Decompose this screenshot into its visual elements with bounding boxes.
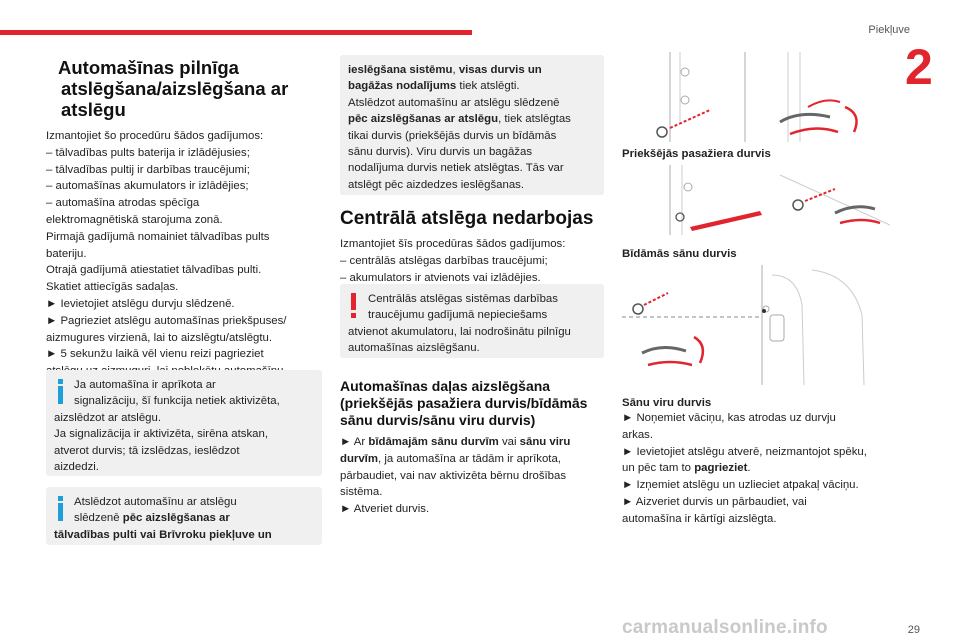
top-accent-bar	[0, 30, 472, 35]
text-line: – automašīna atrodas spēcīga	[46, 197, 200, 210]
info-box-text: Atslēdzot automašīnu ar atslēgu slēdzenē pēc aizslēgšanas ar tālvadības pulti vai Brīvroku piekļuve un	[54, 496, 272, 541]
page-number: 29	[907, 624, 920, 636]
text-line: sānu durvis/sānu viru durvis)	[340, 412, 536, 428]
rear-door-steps: ► Noņemiet vāciņu, kas atrodas uz durvju arkas. ► Ievietojiet atslēgu atverē, neizmantojot spēku, un pēc tam to pagrieziet. ► Izņemiet atslēgu un uzlieciet atpakaļ vāciņu. ► Aizveriet durvis un pārbaudiet, vai automašīna ir kārtīgi aizslēgta.	[622, 410, 892, 528]
text-line: arkas.	[622, 428, 654, 441]
warning-icon	[350, 293, 358, 319]
text-line: ► Noņemiet vāciņu, kas atrodas uz durvju	[622, 412, 836, 424]
text-line: automašīna ir kārtīgi aizslēgta.	[622, 512, 777, 525]
text-line: bateriju.	[46, 247, 87, 260]
info-box-alarm	[46, 370, 322, 476]
subheading-partial-lock	[340, 378, 610, 429]
text-line: aizmugures virzienā, lai to aizslēgtu/atslēgtu.	[46, 331, 273, 344]
text-line: ► 5 sekunžu laikā vēl vienu reizi pagrieziet	[46, 348, 264, 361]
text-line: – centrālās atslēgas darbības traucējumi;	[340, 254, 548, 267]
partial-lock-steps: ► Ar bīdāmajām sānu durvīm vai sānu viru durvīm, ja automašīna ar tādām ir aprīkota, pārbaudiet, vai nav aktivizēta bērnu drošības sistēma. ► Atveriet durvis.	[340, 436, 571, 516]
caption-rear-doors: Sānu viru durvis	[622, 397, 712, 409]
text-line: traucējumu gadījumā nepieciešams	[368, 309, 548, 322]
text-line: – automašīnas akumulators ir izlādējies;	[46, 180, 249, 193]
text-line: – akumulators ir atvienots vai izlādējies.	[340, 271, 541, 284]
caption-front-passenger-door: Priekšējās pasažiera durvis	[622, 148, 771, 160]
text-line: atvienot akumulatoru, lai nodrošinātu pilnīgu	[348, 325, 571, 338]
text-line: ► Izņemiet atslēgu un uzlieciet atpakaļ vāciņu.	[622, 479, 859, 492]
text-line: Otrajā gadījumā atiestatiet tālvadības pulti.	[46, 264, 262, 277]
warning-box	[340, 284, 604, 358]
text-line: Izmantojiet šo procedūru šādos gadījumos:	[46, 130, 264, 142]
info-icon	[57, 379, 65, 405]
text-line: Automašīnas daļas aizslēgšana	[340, 378, 551, 394]
rear-doors-illustration	[622, 265, 884, 385]
text-line: atverot durvis; tā izslēdzas, ieslēdzot	[54, 444, 240, 457]
info-box-continued	[340, 55, 604, 195]
caption-sliding-door: Bīdāmās sānu durvis	[622, 248, 737, 260]
text-line: Izmantojiet šīs procedūras šādos gadījumos:	[340, 238, 566, 250]
intro-text	[46, 128, 326, 380]
heading-central-lock-failure: Centrālā atslēga nedarbojas	[340, 208, 594, 229]
info-box-text	[54, 377, 314, 475]
text-line: Centrālās atslēgas sistēmas darbības	[368, 293, 558, 305]
warning-text	[348, 291, 596, 357]
text-line: Skatiet attiecīgās sadaļas.	[46, 281, 179, 294]
text-line: elektromagnētiskā starojuma zonā.	[46, 213, 223, 226]
info-box-unlock-key	[46, 487, 322, 545]
text-line: – tālvadības pults baterija ir izlādējusies;	[46, 146, 250, 159]
section-title: Piekļuve	[868, 24, 910, 36]
sliding-door-illustration	[640, 165, 890, 235]
text-line: ► Aizveriet durvis un pārbaudiet, vai	[622, 495, 807, 508]
text-line: – tālvadības pultij ir darbības traucējumi;	[46, 163, 250, 176]
text-line: Pirmajā gadījumā nomainiet tālvadības pults	[46, 230, 270, 243]
front-passenger-door-illustration	[640, 52, 890, 142]
info-icon	[57, 496, 65, 522]
text-line: aizdedzi.	[54, 461, 99, 474]
watermark: carmanualsonline.info	[622, 617, 828, 638]
intro-lines	[46, 128, 326, 380]
chapter-number: 2	[905, 39, 933, 95]
text-line: Ja automašīna ir aprīkota ar	[74, 379, 216, 391]
text-line: ► Pagrieziet atslēgu automašīnas priekšpuses/	[46, 314, 287, 327]
text-line: automašīnas aizslēgšanu.	[348, 342, 480, 355]
info-box-text: ieslēgšana sistēmu, visas durvis un bagāžas nodalījums tiek atslēgti. Atslēdzot automašīnu ar atslēgu slēdzenē pēc aizslēgšanas ar atslēgu, tiek atslēgtas tikai durvis (priekšējās durvis un bīdāmās sānu durvis). Viru durvis un bagāžas nodalījuma durvis netiek atslēgtas. Tās var atslēgt pēc aizdedzes ieslēgšanas.	[348, 64, 571, 191]
text-line: (priekšējās pasažiera durvis/bīdāmās	[340, 395, 588, 411]
text-line: signalizāciju, šī funkcija netiek aktivizēta,	[74, 395, 280, 408]
central-lock-intro	[340, 236, 610, 286]
text-line: Ja signalizācija ir aktivizēta, sirēna atskan,	[54, 428, 268, 441]
text-line: ► Ievietojiet atslēgu atverē, neizmantojot spēku,	[622, 445, 867, 458]
text-line: ► Ievietojiet atslēgu durvju slēdzenē.	[46, 297, 235, 310]
heading-full-unlock: Automašīnas pilnīga atslēgšana/aizslēgšana ar atslēgu	[58, 57, 289, 120]
text-line: aizslēdzot ar atslēgu.	[54, 411, 162, 424]
